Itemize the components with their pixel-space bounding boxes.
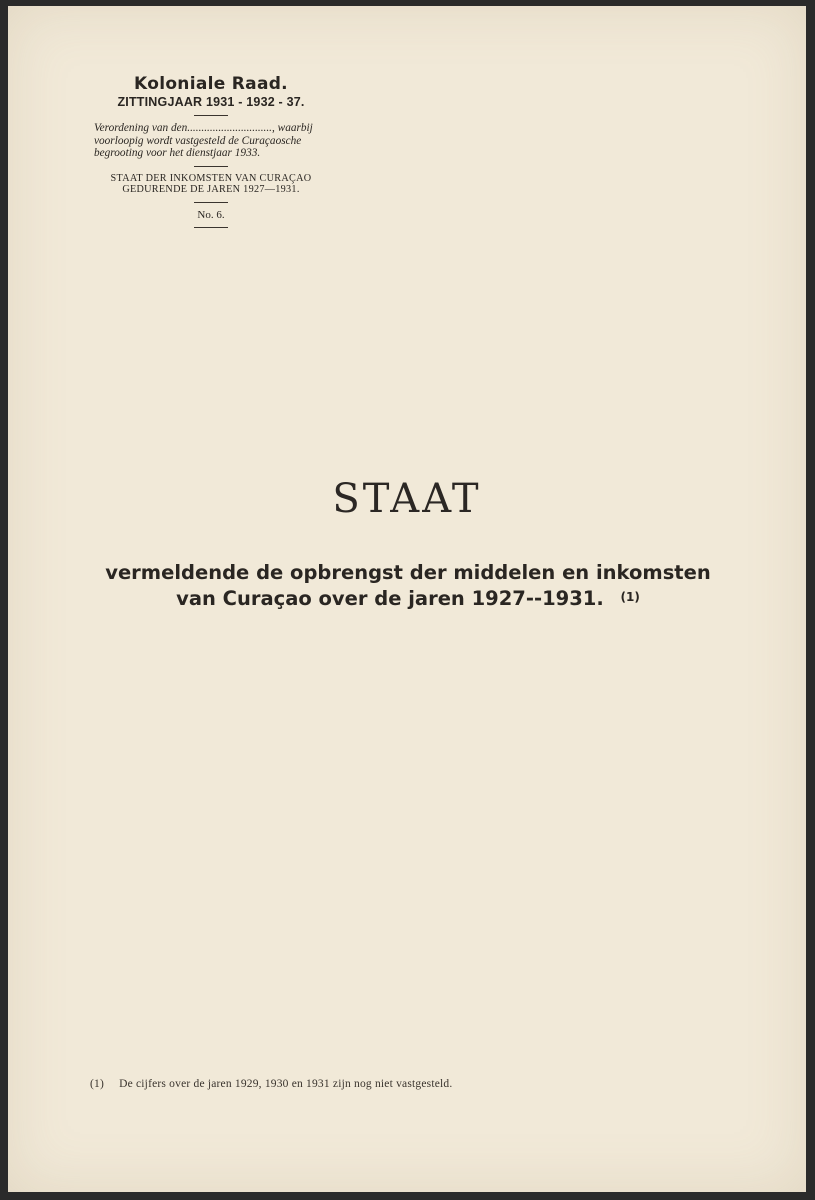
footnote-text: De cijfers over de jaren 1929, 1930 en 1931 zijn nog niet vastgesteld. [119, 1078, 453, 1090]
document-number: No. 6. [197, 208, 225, 221]
divider [194, 115, 228, 116]
footnote [90, 1078, 452, 1090]
subtitle [68, 560, 748, 611]
footnote-marker: (1) [90, 1078, 105, 1090]
footnote-reference: (1) [620, 590, 640, 604]
main-title: STAAT [332, 476, 482, 522]
session-year: ZITTINGJAAR 1931 - 1932 - 37. [117, 95, 305, 109]
ordinance-text: Verordening van den.............................., waarbij voorloopig wordt vastgesteld de Curaçaosche begrooting voor het dienstjaar 1933. [94, 122, 313, 159]
divider [194, 202, 228, 203]
council-title: Koloniale Raad. [134, 74, 288, 94]
document-page [8, 6, 806, 1192]
divider [194, 166, 228, 167]
divider [194, 227, 228, 228]
statement-label: STAAT DER INKOMSTEN VAN CURAÇAO GEDURENDE DE JAREN 1927—1931. [110, 172, 312, 195]
subtitle-line-2 [68, 585, 748, 611]
subtitle-line-2-text: van Curaçao over de jaren 1927--1931. [176, 587, 604, 610]
subtitle-line-1: vermeldende de opbrengst der middelen en inkomsten [105, 561, 711, 584]
header-block [80, 74, 342, 234]
